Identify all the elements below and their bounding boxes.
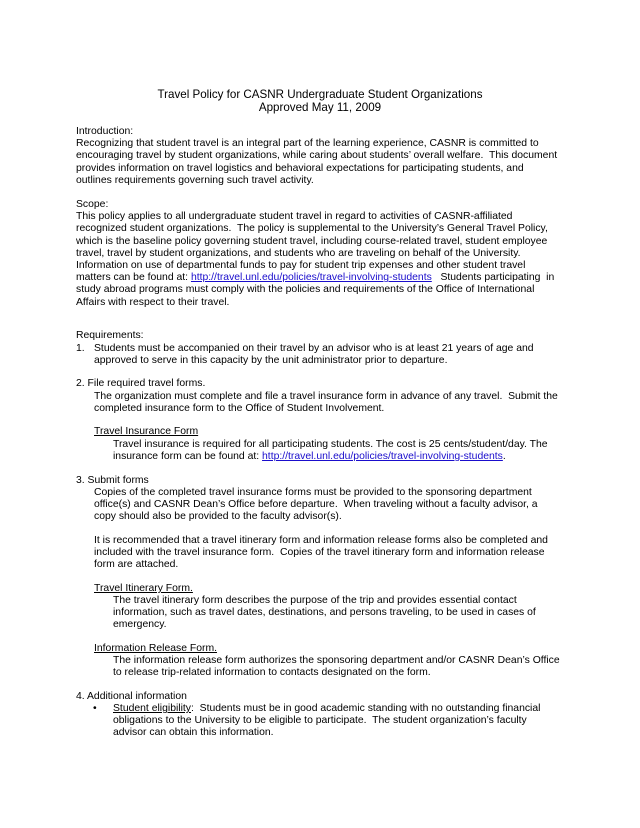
item2-text	[94, 391, 564, 415]
eligibility-label: Student eligibility	[113, 703, 191, 714]
item4-heading: 4. Additional information	[76, 691, 187, 702]
item1-line: approved to serve in this capacity by the unit administrator prior to departure.	[94, 355, 448, 367]
scope-line: study abroad programs must comply with the policies and requirements of the Office of International	[76, 284, 535, 296]
item1-number: 1.	[76, 343, 85, 354]
document-subtitle: Approved May 11, 2009	[258, 101, 382, 114]
insurance-form-text	[113, 439, 565, 463]
item3-para2	[94, 535, 564, 572]
release-line: The information release form authorizes the sponsoring department and/or CASNR Dean’s Office	[113, 655, 560, 666]
scope-link-line	[76, 272, 566, 284]
release-line: to release trip-related information to contacts designated on the form.	[113, 667, 431, 679]
itinerary-form-text	[113, 595, 565, 632]
insurance-link-prefix: insurance form can be found at:	[113, 451, 263, 463]
eligibility-line-rest: : Students must be in good academic standing with no outstanding financial	[190, 703, 541, 714]
item2-heading: 2. File required travel forms.	[76, 378, 206, 389]
item3-line: office(s) and CASNR Dean’s Office before departure. When traveling without a faculty advisor, a	[94, 499, 538, 511]
itinerary-line: information, such as travel dates, destinations, and persons traveling, to be used in cases of	[113, 607, 536, 619]
scope-link-suffix: Students participating in	[431, 272, 555, 284]
item3-line: Copies of the completed travel insurance forms must be provided to the sponsoring department	[94, 487, 532, 498]
document-title: Travel Policy for CASNR Undergraduate Student Organizations	[157, 88, 483, 101]
item2-line: The organization must complete and file a travel insurance form in advance of any travel. Submit the	[94, 391, 558, 402]
insurance-form-heading: Travel Insurance Form	[94, 426, 199, 437]
item1-text	[94, 343, 564, 367]
insurance-form-link[interactable]: http://travel.unl.edu/policies/travel-involving-students	[262, 451, 503, 463]
item3-heading: 3. Submit forms	[76, 475, 149, 486]
eligibility-line: advisor can obtain this information.	[113, 727, 274, 739]
requirements-heading: Requirements:	[76, 330, 144, 341]
intro-line: provides information on travel logistics and behavioral expectations for participating students, and	[76, 162, 524, 174]
scope-line: Information on use of departmental funds to pay for student trip expenses and other student travel	[76, 260, 526, 272]
eligibility-line	[113, 703, 565, 715]
intro-line: outlines requirements governing such travel activity.	[76, 174, 314, 186]
scope-link-prefix: matters can be found at:	[76, 272, 191, 284]
insurance-line: Travel insurance is required for all participating students. The cost is 25 cents/student/day. The	[113, 439, 548, 450]
scope-line: Affairs with respect to their travel.	[76, 296, 230, 308]
insurance-link-suffix: .	[502, 451, 506, 463]
insurance-link-line	[113, 451, 565, 463]
intro-heading: Introduction:	[76, 126, 134, 137]
item3-para2-line: included with the travel insurance form. Copies of the travel itinerary form and information release	[94, 547, 545, 559]
eligibility-text	[113, 703, 565, 740]
travel-policy-link[interactable]: http://travel.unl.edu/policies/travel-involving-students	[190, 272, 432, 284]
bullet-icon: •	[93, 703, 97, 714]
item3-para2-line: It is recommended that a travel itinerary form and information release forms also be completed and	[94, 535, 548, 546]
eligibility-line: obligations to the University to be eligible to participate. The student organization’s faculty	[113, 715, 527, 727]
scope-line: which is the baseline policy governing student travel, including course-related travel, student employee	[76, 235, 548, 247]
itinerary-line: The travel itinerary form describes the purpose of the trip and provides essential contact	[113, 595, 517, 606]
item3-line: copy should also be provided to the faculty advisor(s).	[94, 511, 342, 523]
intro-section	[76, 126, 566, 187]
release-form-heading: Information Release Form.	[94, 643, 218, 654]
itinerary-form-heading: Travel Itinerary Form.	[94, 583, 193, 594]
itinerary-line: emergency.	[113, 619, 167, 631]
item2-line: completed insurance form to the Office of Student Involvement.	[94, 403, 385, 415]
intro-line: encouraging travel by student organizations, while caring about students’ overall welfare. This document	[76, 150, 558, 162]
item1-line: Students must be accompanied on their travel by an advisor who is at least 21 years of age and	[94, 343, 534, 354]
intro-line: Recognizing that student travel is an integral part of the learning experience, CASNR is committed to	[76, 138, 539, 150]
item3-para2-line: form are attached.	[94, 559, 179, 571]
scope-line: travel, travel by student organizations, and students who are traveling on behalf of the University.	[76, 247, 521, 259]
scope-section	[76, 199, 566, 309]
item3-text	[94, 487, 564, 524]
scope-line: recognized student organizations. The policy is supplemental to the University’s General Travel Policy,	[76, 223, 548, 235]
scope-heading: Scope:	[76, 199, 109, 210]
release-form-text	[113, 655, 565, 679]
scope-line: This policy applies to all undergraduate student travel in regard to activities of CASNR-affiliated	[76, 211, 513, 223]
